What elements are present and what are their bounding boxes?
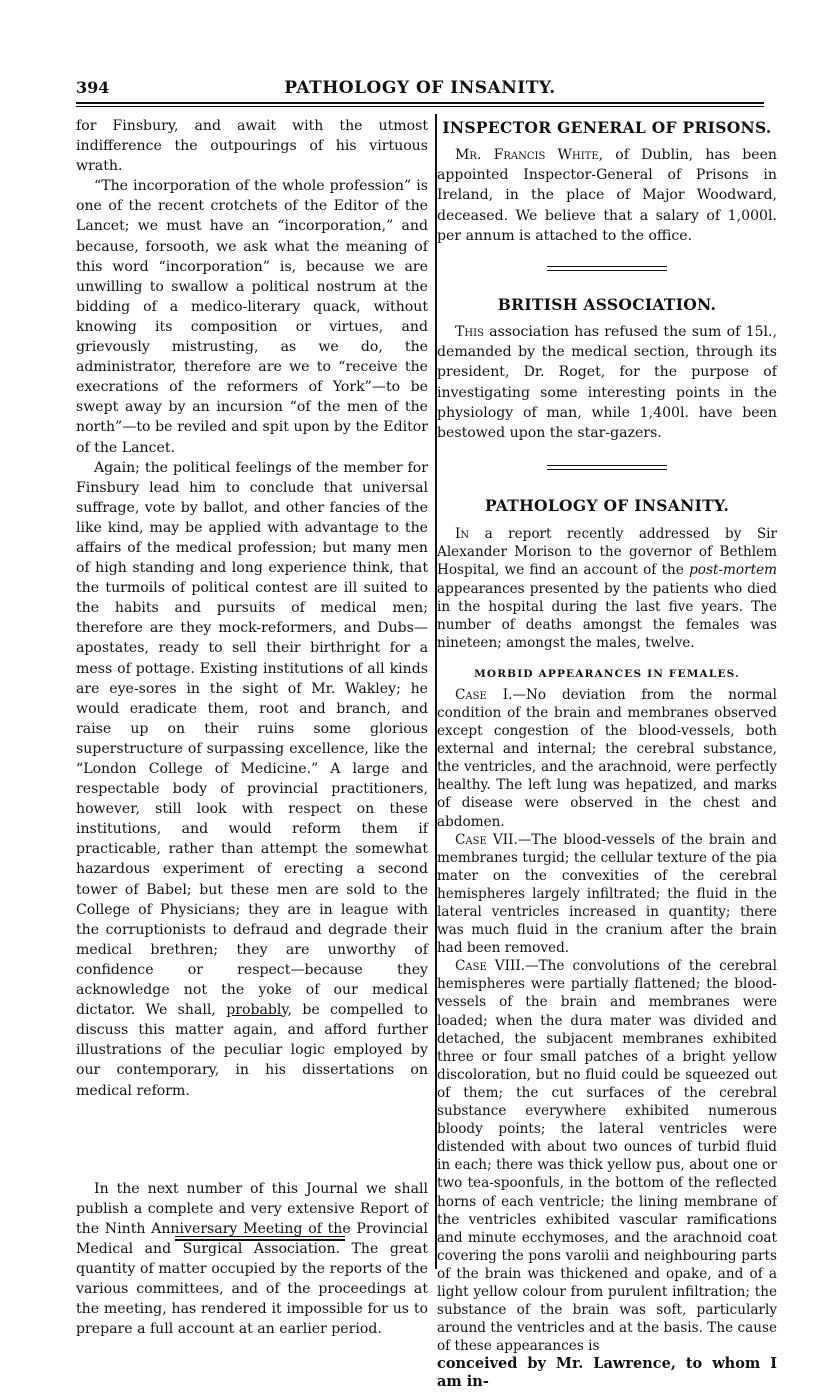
section-title: BRITISH ASSOCIATION. — [497, 295, 717, 315]
subheading: MORBID APPEARANCES IN FEMALES. — [474, 667, 740, 680]
header-rule — [76, 102, 764, 104]
lead-in: This — [455, 324, 484, 341]
running-title: PATHOLOGY OF INSANITY. — [284, 78, 556, 98]
paragraph-text: association has refused the sum of 15l., demanded by the medical section, through its president, Dr. Roget, for the purpose of investigating some interesting points in the physiology of man, while 1,400l. have been bestowed upon the star-gazers. — [437, 324, 777, 442]
paragraph: “The incorporation of the whole profession” is one of the recent crotchets of the Editor of the Lancet; we must have an “incorporation,” and because, forsooth, we ask what the meaning of this word “incorporation” is, because we are unwilling to swallow a political nostrum at the bidding of a medico-literary quack, without knowing its composition or virtues, and grievously mistrusting, as we do, the administrator, therefore are we to “receive the execrations of the reformers of York”—to be swept away by an incursion “of the men of the north”—to be reviled and spit upon by the Editor of the Lancet. — [76, 178, 428, 456]
paragraph-text: of Dublin, has been appointed Inspector-General of Prisons in Ireland, in the place of Major Woodward, deceased. We believe that a salary of 1,000l. per annum is attached to the office. — [437, 147, 777, 244]
lead-in: In — [455, 526, 470, 543]
page-number: 394 — [76, 78, 110, 97]
running-head — [76, 78, 764, 102]
case-label: Case VII. — [455, 831, 518, 848]
paragraph: Again; the political feelings of the member for Finsbury lead him to conclude that universal suffrage, vote by ballot, and other fancies of the like kind, may be applied with advantage to the affairs of the medical profession; but many men of high standing and long experience think, that the turmoils of political contest are ill suited to the habits and pursuits of medical men; therefore are they mock-reformers, and Dubs—apostates, ready to sell their birthright for a mess of pottage. Existing institutions of all kinds are eye-sores in the sight of Mr. Wakley; he would eradicate them, root and branch, and raise up on their ruins some glorious superstructure of surpassing excellence, like the “London College of Medicine.” A large and respectable body of provincial practitioners, however, still look with respect on these institutions, and would reform them if practicable, rather than attempt the somewhat hazardous experiment of erecting a second tower of Babel; but these men are sold to the College of Physicians; they are in league with the corruptionists to defraud and degrade their medical brethren; they are unworthy of confidence or respect—because they acknowledge not the yoke of our medical dictator. We shall, probably, be compelled to discuss this matter again, and afford further illustrations of the peculiar logic employed by our contemporary, in his dissertations on medical reform. — [76, 459, 428, 1099]
paragraph — [437, 525, 777, 652]
italic-term: post-mortem — [689, 562, 777, 579]
end-rule — [175, 1236, 345, 1241]
section-title: INSPECTOR GENERAL OF PRISONS. — [442, 118, 772, 137]
section-divider — [547, 266, 667, 271]
journal-notice: In the next number of this Journal we shall publish a complete and very extensive Report of the Ninth Anniversary Meeting of the Provincial Medical and Surgical Association. The great quantity of matter occupied by the reports of the various committees, and of the proceedings at the meeting, has rendered it impossible for us to prepare a full account at an earlier period. — [76, 1180, 428, 1338]
lead-in: Mr. Francis White, — [455, 147, 604, 163]
paragraph: for Finsbury, and await with the utmost indifference the outpourings of his virtuous wrath. — [76, 118, 428, 175]
case-text: —The convolutions of the cerebral hemispheres were partially flattened; the blood-vessels of the brain and membranes were loaded; when the dura mater was divided and detached, the subjacent membranes exhibited three or four small patches of a bright yellow discoloration, but no fluid could be squeezed out of them; the cut surfaces of the cerebral substance everywhere exhibited numerous bloody points; the lateral ventricles were distended with about two ounces of turbid fluid in each; there was thick yellow pus, about one or two tea-spoonfuls, in the bottom of the reflected horns of each ventricle; the lining membrane of the ventricles exhibited vascular ramifications and minute ecchymoses, and the arachnoid coat covering the pons varolii and neighbouring parts of the brain was thickened and opake, and of a light yellow colour from purulent infiltration; the substance of the brain was soft, particularly around the ventricles and at the basis. The cause of these appearances is — [437, 958, 777, 1355]
case-paragraph — [437, 831, 777, 958]
case-paragraph — [437, 957, 777, 1355]
left-column — [76, 116, 428, 1339]
paragraph — [437, 322, 777, 443]
right-column — [437, 116, 777, 1392]
case-label: Case I. — [455, 686, 513, 703]
section-title: PATHOLOGY OF INSANITY. — [484, 496, 730, 516]
header-rule-thin — [76, 106, 764, 107]
final-line: conceived by Mr. Lawrence, to whom I am in- — [437, 1355, 777, 1391]
case-label: Case VIII. — [455, 958, 526, 975]
paragraph — [437, 145, 777, 246]
paragraph-text: a report recently addressed by Sir Alexander Morison to the governor of Bethlem Hospital, we find an account of the — [437, 526, 777, 579]
case-text: —No deviation from the normal condition of the brain and membranes observed except congestion of the blood-vessels, both external and internal; the cerebral substance, the ventricles, and the arachnoid, were perfectly healthy. The left lung was hepatized, and marks of disease were observed in the chest and abdomen. — [437, 686, 777, 830]
paragraph-text: appearances presented by the patients who died in the hospital during the last five years. The number of deaths amongst the females was nineteen; amongst the males, twelve. — [437, 580, 777, 651]
section-rule — [232, 1015, 282, 1016]
section-divider — [547, 465, 667, 470]
case-text: —The blood-vessels of the brain and membranes turgid; the cellular texture of the pia mater on the convexities of the cerebral hemispheres largely infiltrated; the fluid in the lateral ventricles increased in quantity; there was much fluid in the cranium after the brain had been removed. — [437, 831, 777, 957]
case-paragraph — [437, 686, 777, 831]
